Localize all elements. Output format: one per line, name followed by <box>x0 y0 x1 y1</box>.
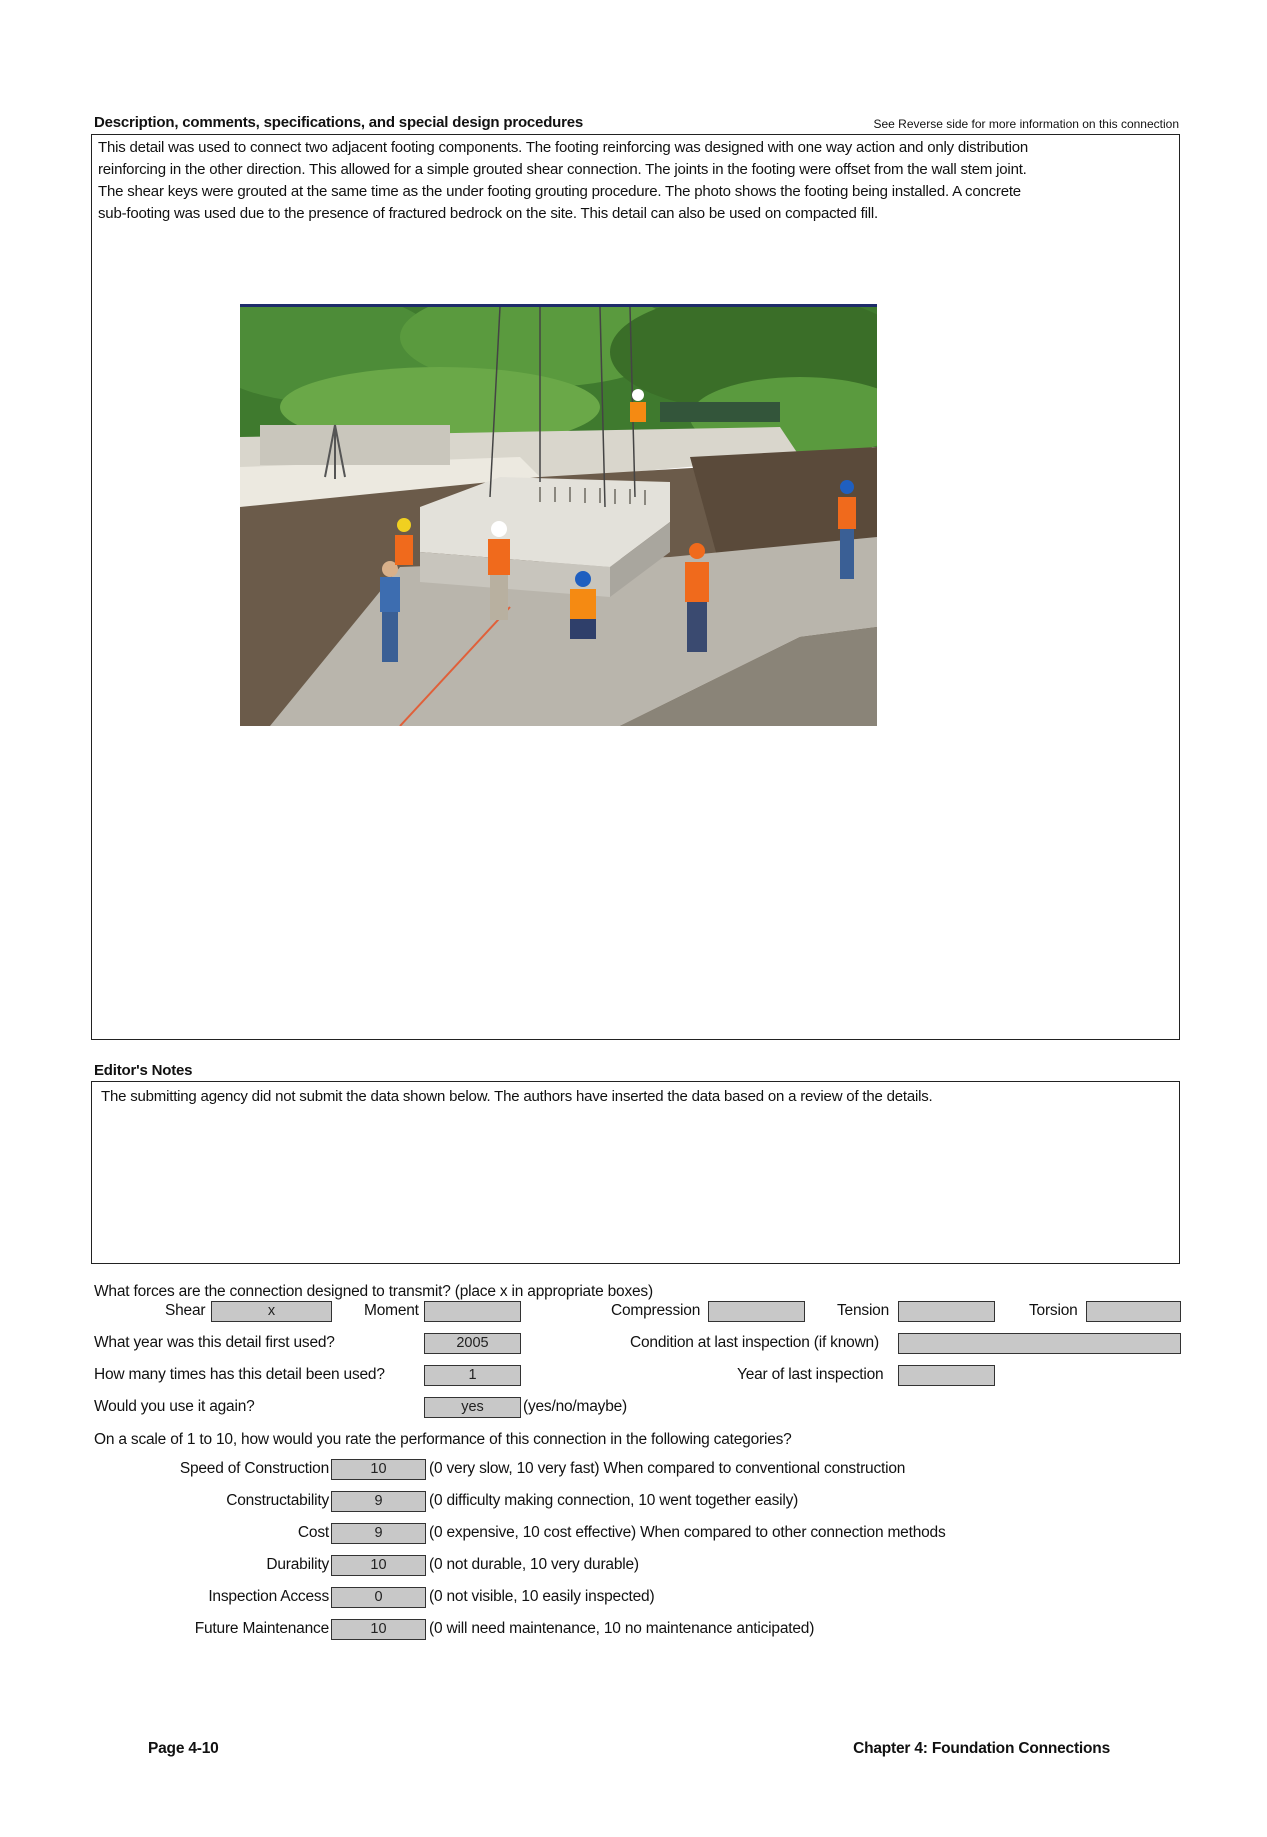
rating-label: Inspection Access <box>208 1588 329 1605</box>
year-first-used-question: What year was this detail first used? <box>94 1334 335 1351</box>
editor-notes-box <box>91 1081 1180 1264</box>
rating-future-maintenance-field[interactable]: 10 <box>331 1619 426 1640</box>
description-title: Description, comments, specifications, and special design procedures <box>94 114 584 131</box>
rating-note: (0 difficulty making connection, 10 went together easily) <box>429 1492 799 1509</box>
description-line: reinforcing in the other direction. This allowed for a simple grouted shear connection. The joints in the footing were offset from the wall stem joint. <box>98 161 1027 178</box>
description-line: sub-footing was used due to the presence of fractured bedrock on the site. This detail can also be used on compacted fill. <box>98 205 878 222</box>
last-inspection-question: Year of last inspection <box>737 1366 884 1383</box>
rating-note: (0 will need maintenance, 10 no maintenance anticipated) <box>429 1620 815 1637</box>
condition-field[interactable] <box>898 1333 1181 1354</box>
torsion-label: Torsion <box>1029 1302 1078 1319</box>
rating-durability-field[interactable]: 10 <box>331 1555 426 1576</box>
times-used-question: How many times has this detail been used? <box>94 1366 385 1383</box>
rating-label: Speed of Construction <box>179 1460 329 1477</box>
rating-note: (0 very slow, 10 very fast) When compared to conventional construction <box>429 1460 906 1477</box>
rating-label: Constructability <box>226 1492 329 1509</box>
use-again-field[interactable]: yes <box>424 1397 521 1418</box>
rating-label: Cost <box>297 1524 329 1541</box>
rating-inspection-access-field[interactable]: 0 <box>331 1587 426 1608</box>
description-line: The shear keys were grouted at the same time as the under footing grouting procedure. The photo shows the footing being installed. A concrete <box>98 183 1021 200</box>
page-number: Page 4-10 <box>148 1740 219 1757</box>
description-line: This detail was used to connect two adjacent footing components. The footing reinforcing was designed with one way action and only distribution <box>98 139 1029 156</box>
rating-speed-field[interactable]: 10 <box>331 1459 426 1480</box>
reverse-side-note: See Reverse side for more information on this connection <box>873 117 1179 131</box>
moment-label: Moment <box>364 1302 419 1319</box>
description-box <box>91 134 1180 1040</box>
last-inspection-field[interactable] <box>898 1365 995 1386</box>
moment-field[interactable] <box>424 1301 521 1322</box>
rating-note: (0 not durable, 10 very durable) <box>429 1556 639 1573</box>
use-again-question: Would you use it again? <box>94 1398 255 1415</box>
rating-note: (0 expensive, 10 cost effective) When compared to other connection methods <box>429 1524 946 1541</box>
compression-label: Compression <box>611 1302 701 1319</box>
rating-label: Future Maintenance <box>194 1620 329 1637</box>
description-text <box>98 137 1173 225</box>
editor-notes-title: Editor's Notes <box>94 1062 193 1079</box>
tension-label: Tension <box>837 1302 890 1319</box>
forces-question: What forces are the connection designed to transmit? (place x in appropriate boxes) <box>94 1283 653 1300</box>
shear-field[interactable]: x <box>211 1301 332 1322</box>
year-first-used-field[interactable]: 2005 <box>424 1333 521 1354</box>
ratings-intro: On a scale of 1 to 10, how would you rate the performance of this connection in the following categories? <box>94 1431 792 1448</box>
editor-notes-text: The submitting agency did not submit the data shown below. The authors have inserted the data based on a review of the details. <box>101 1088 933 1105</box>
rating-constructability-field[interactable]: 9 <box>331 1491 426 1512</box>
compression-field[interactable] <box>708 1301 805 1322</box>
rating-label: Durability <box>266 1556 329 1573</box>
rating-cost-field[interactable]: 9 <box>331 1523 426 1544</box>
rating-note: (0 not visible, 10 easily inspected) <box>429 1588 655 1605</box>
use-again-hint: (yes/no/maybe) <box>523 1398 628 1415</box>
tension-field[interactable] <box>898 1301 995 1322</box>
condition-question: Condition at last inspection (if known) <box>630 1334 879 1351</box>
times-used-field[interactable]: 1 <box>424 1365 521 1386</box>
shear-label: Shear <box>165 1302 206 1319</box>
installation-photo <box>240 304 877 726</box>
chapter-title: Chapter 4: Foundation Connections <box>853 1740 1110 1757</box>
torsion-field[interactable] <box>1086 1301 1181 1322</box>
